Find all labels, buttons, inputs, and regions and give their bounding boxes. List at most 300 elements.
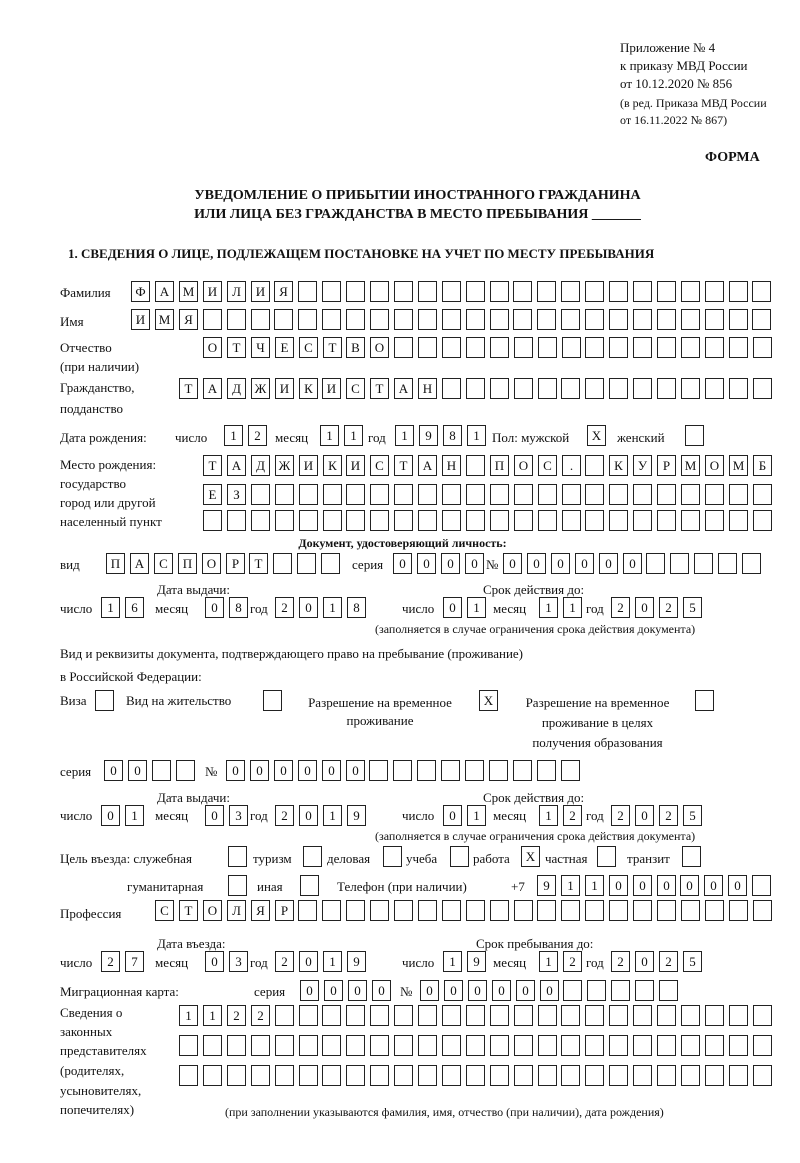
citizenship-cell[interactable]: [442, 378, 461, 399]
birth-place-1-cell[interactable]: М: [729, 455, 748, 476]
id-valid-year-cell[interactable]: 0: [635, 597, 654, 618]
surname-cell[interactable]: [705, 281, 724, 302]
mig-series-cell[interactable]: 0: [372, 980, 391, 1001]
profession-cell[interactable]: [442, 900, 461, 921]
birth-place-1-cell[interactable]: .: [562, 455, 581, 476]
id-issue-day-cell[interactable]: 1: [101, 597, 120, 618]
reps-3-cell[interactable]: [609, 1065, 628, 1086]
name-cell[interactable]: [705, 309, 724, 330]
birth-place-3-cell[interactable]: [753, 510, 772, 531]
mig-series-cell[interactable]: 0: [324, 980, 343, 1001]
purpose-private-checkbox[interactable]: [597, 846, 616, 867]
birth-place-3-cell[interactable]: [729, 510, 748, 531]
patronymic-cell[interactable]: [681, 337, 700, 358]
name-cell[interactable]: [729, 309, 748, 330]
birth-place-1-cell[interactable]: Т: [203, 455, 222, 476]
profession-cell[interactable]: [657, 900, 676, 921]
name-cell[interactable]: [490, 309, 509, 330]
birth-place-3-cell[interactable]: [203, 510, 222, 531]
birth-place-3-cell[interactable]: [299, 510, 318, 531]
id-valid-month-cell[interactable]: 1: [539, 597, 558, 618]
reps-2-cell[interactable]: [275, 1035, 294, 1056]
reps-2-cell[interactable]: [561, 1035, 580, 1056]
name-cell[interactable]: [442, 309, 461, 330]
purpose-business-checkbox[interactable]: [383, 846, 402, 867]
reps-2-cell[interactable]: [538, 1035, 557, 1056]
birth-year-cell[interactable]: 1: [467, 425, 486, 446]
reps-1-cell[interactable]: [633, 1005, 652, 1026]
sex-male-checkbox[interactable]: X: [587, 425, 606, 446]
profession-cell[interactable]: [729, 900, 748, 921]
birth-place-3-cell[interactable]: [609, 510, 628, 531]
reps-3-cell[interactable]: [418, 1065, 437, 1086]
reps-3-cell[interactable]: [585, 1065, 604, 1086]
id-valid-year-cell[interactable]: 5: [683, 597, 702, 618]
reps-2-cell[interactable]: [729, 1035, 748, 1056]
name-cell[interactable]: [394, 309, 413, 330]
reps-3-cell[interactable]: [394, 1065, 413, 1086]
birth-place-1-cell[interactable]: И: [346, 455, 365, 476]
reps-1-cell[interactable]: 1: [203, 1005, 222, 1026]
citizenship-cell[interactable]: [561, 378, 580, 399]
birth-place-3-cell[interactable]: [346, 510, 365, 531]
citizenship-cell[interactable]: [681, 378, 700, 399]
stay-day-cell[interactable]: 9: [467, 951, 486, 972]
id-valid-day-cell[interactable]: 0: [443, 597, 462, 618]
birth-place-3-cell[interactable]: [251, 510, 270, 531]
reps-1-cell[interactable]: [442, 1005, 461, 1026]
mig-number-cell[interactable]: 0: [444, 980, 463, 1001]
birth-day-cell[interactable]: 2: [248, 425, 267, 446]
birth-place-1-cell[interactable]: Т: [394, 455, 413, 476]
birth-place-3-cell[interactable]: [538, 510, 557, 531]
birth-place-2-cell[interactable]: [538, 484, 557, 505]
birth-day-cell[interactable]: 1: [224, 425, 243, 446]
birth-place-1-cell[interactable]: Д: [251, 455, 270, 476]
reps-1-cell[interactable]: 1: [179, 1005, 198, 1026]
profession-cell[interactable]: [394, 900, 413, 921]
reps-2-cell[interactable]: [346, 1035, 365, 1056]
right-number-cell[interactable]: [393, 760, 412, 781]
birth-place-2-cell[interactable]: [299, 484, 318, 505]
patronymic-cell[interactable]: [657, 337, 676, 358]
birth-place-3-cell[interactable]: [442, 510, 461, 531]
profession-cell[interactable]: [561, 900, 580, 921]
citizenship-cell[interactable]: Д: [227, 378, 246, 399]
phone-cell[interactable]: 0: [609, 875, 628, 896]
reps-2-cell[interactable]: [585, 1035, 604, 1056]
entry-year-cell[interactable]: 9: [347, 951, 366, 972]
reps-3-cell[interactable]: [251, 1065, 270, 1086]
patronymic-cell[interactable]: С: [299, 337, 318, 358]
birth-place-3-cell[interactable]: [466, 510, 485, 531]
right-issue-year-cell[interactable]: 0: [299, 805, 318, 826]
patronymic-cell[interactable]: Т: [323, 337, 342, 358]
citizenship-cell[interactable]: Т: [179, 378, 198, 399]
name-cell[interactable]: [251, 309, 270, 330]
surname-cell[interactable]: [585, 281, 604, 302]
citizenship-cell[interactable]: [466, 378, 485, 399]
birth-place-1-cell[interactable]: А: [227, 455, 246, 476]
reps-1-cell[interactable]: [729, 1005, 748, 1026]
patronymic-cell[interactable]: [442, 337, 461, 358]
name-cell[interactable]: [561, 309, 580, 330]
citizenship-cell[interactable]: Н: [418, 378, 437, 399]
id-kind-cell[interactable]: П: [106, 553, 125, 574]
birth-place-2-cell[interactable]: [442, 484, 461, 505]
name-cell[interactable]: [298, 309, 317, 330]
mig-number-cell[interactable]: [611, 980, 630, 1001]
birth-place-2-cell[interactable]: [466, 484, 485, 505]
citizenship-cell[interactable]: Ж: [251, 378, 270, 399]
surname-cell[interactable]: А: [155, 281, 174, 302]
profession-cell[interactable]: [514, 900, 533, 921]
patronymic-cell[interactable]: [633, 337, 652, 358]
phone-cell[interactable]: 0: [657, 875, 676, 896]
birth-place-2-cell[interactable]: [323, 484, 342, 505]
citizenship-cell[interactable]: А: [203, 378, 222, 399]
reps-2-cell[interactable]: [657, 1035, 676, 1056]
reps-2-cell[interactable]: [370, 1035, 389, 1056]
reps-2-cell[interactable]: [322, 1035, 341, 1056]
name-cell[interactable]: [322, 309, 341, 330]
citizenship-cell[interactable]: [633, 378, 652, 399]
right-series-cell[interactable]: 0: [104, 760, 123, 781]
right-valid-year-cell[interactable]: 2: [611, 805, 630, 826]
purpose-study-checkbox[interactable]: [450, 846, 469, 867]
reps-2-cell[interactable]: [466, 1035, 485, 1056]
profession-cell[interactable]: [633, 900, 652, 921]
patronymic-cell[interactable]: [514, 337, 533, 358]
id-number-cell[interactable]: 0: [575, 553, 594, 574]
visa-checkbox[interactable]: [95, 690, 114, 711]
surname-cell[interactable]: [490, 281, 509, 302]
id-series-cell[interactable]: 0: [441, 553, 460, 574]
id-issue-year-cell[interactable]: 2: [275, 597, 294, 618]
phone-cell[interactable]: [752, 875, 771, 896]
birth-month-cell[interactable]: 1: [320, 425, 339, 446]
citizenship-cell[interactable]: [609, 378, 628, 399]
name-cell[interactable]: [657, 309, 676, 330]
right-number-cell[interactable]: [465, 760, 484, 781]
reps-1-cell[interactable]: [322, 1005, 341, 1026]
patronymic-cell[interactable]: [490, 337, 509, 358]
surname-cell[interactable]: [657, 281, 676, 302]
phone-cell[interactable]: 0: [680, 875, 699, 896]
birth-place-3-cell[interactable]: [562, 510, 581, 531]
name-cell[interactable]: М: [155, 309, 174, 330]
citizenship-cell[interactable]: [729, 378, 748, 399]
reps-2-cell[interactable]: [609, 1035, 628, 1056]
mig-number-cell[interactable]: [635, 980, 654, 1001]
birth-place-2-cell[interactable]: [275, 484, 294, 505]
profession-cell[interactable]: [537, 900, 556, 921]
right-series-cell[interactable]: [152, 760, 171, 781]
surname-cell[interactable]: М: [179, 281, 198, 302]
mig-number-cell[interactable]: 0: [540, 980, 559, 1001]
patronymic-cell[interactable]: [466, 337, 485, 358]
surname-cell[interactable]: Л: [227, 281, 246, 302]
birth-place-1-cell[interactable]: Р: [657, 455, 676, 476]
reps-3-cell[interactable]: [633, 1065, 652, 1086]
phone-cell[interactable]: 9: [537, 875, 556, 896]
id-valid-day-cell[interactable]: 1: [467, 597, 486, 618]
stay-year-cell[interactable]: 2: [659, 951, 678, 972]
right-valid-year-cell[interactable]: 5: [683, 805, 702, 826]
right-number-cell[interactable]: [369, 760, 388, 781]
birth-place-2-cell[interactable]: [681, 484, 700, 505]
id-issue-year-cell[interactable]: 0: [299, 597, 318, 618]
right-number-cell[interactable]: 0: [250, 760, 269, 781]
entry-month-cell[interactable]: 0: [205, 951, 224, 972]
reps-1-cell[interactable]: [753, 1005, 772, 1026]
reps-2-cell[interactable]: [705, 1035, 724, 1056]
citizenship-cell[interactable]: [705, 378, 724, 399]
surname-cell[interactable]: И: [203, 281, 222, 302]
reps-1-cell[interactable]: [490, 1005, 509, 1026]
reps-2-cell[interactable]: [681, 1035, 700, 1056]
birth-place-1-cell[interactable]: С: [538, 455, 557, 476]
surname-cell[interactable]: [681, 281, 700, 302]
patronymic-cell[interactable]: Ч: [251, 337, 270, 358]
name-cell[interactable]: [418, 309, 437, 330]
patronymic-cell[interactable]: [394, 337, 413, 358]
id-kind-cell[interactable]: Р: [226, 553, 245, 574]
reps-1-cell[interactable]: [657, 1005, 676, 1026]
reps-3-cell[interactable]: [561, 1065, 580, 1086]
right-number-cell[interactable]: [417, 760, 436, 781]
right-series-cell[interactable]: 0: [128, 760, 147, 781]
birth-place-3-cell[interactable]: [657, 510, 676, 531]
surname-cell[interactable]: [513, 281, 532, 302]
id-valid-month-cell[interactable]: 1: [563, 597, 582, 618]
reps-1-cell[interactable]: [514, 1005, 533, 1026]
reps-1-cell[interactable]: [561, 1005, 580, 1026]
right-number-cell[interactable]: 0: [226, 760, 245, 781]
birth-place-1-cell[interactable]: [585, 455, 604, 476]
birth-place-1-cell[interactable]: П: [490, 455, 509, 476]
profession-cell[interactable]: [753, 900, 772, 921]
id-issue-year-cell[interactable]: 1: [323, 597, 342, 618]
birth-place-2-cell[interactable]: [514, 484, 533, 505]
name-cell[interactable]: [681, 309, 700, 330]
name-cell[interactable]: [227, 309, 246, 330]
id-kind-cell[interactable]: А: [130, 553, 149, 574]
birth-place-2-cell[interactable]: [705, 484, 724, 505]
right-issue-year-cell[interactable]: 1: [323, 805, 342, 826]
id-kind-cell[interactable]: [297, 553, 316, 574]
birth-place-2-cell[interactable]: [585, 484, 604, 505]
reps-3-cell[interactable]: [227, 1065, 246, 1086]
birth-place-1-cell[interactable]: О: [514, 455, 533, 476]
patronymic-cell[interactable]: [585, 337, 604, 358]
id-kind-cell[interactable]: С: [154, 553, 173, 574]
birth-place-3-cell[interactable]: [681, 510, 700, 531]
birth-place-3-cell[interactable]: [490, 510, 509, 531]
stay-year-cell[interactable]: 2: [611, 951, 630, 972]
patronymic-cell[interactable]: [705, 337, 724, 358]
right-issue-month-cell[interactable]: 3: [229, 805, 248, 826]
id-issue-day-cell[interactable]: 6: [125, 597, 144, 618]
birth-place-1-cell[interactable]: У: [633, 455, 652, 476]
reps-1-cell[interactable]: [705, 1005, 724, 1026]
profession-cell[interactable]: [370, 900, 389, 921]
patronymic-cell[interactable]: В: [346, 337, 365, 358]
surname-cell[interactable]: [442, 281, 461, 302]
name-cell[interactable]: [346, 309, 365, 330]
birth-year-cell[interactable]: 1: [395, 425, 414, 446]
citizenship-cell[interactable]: [514, 378, 533, 399]
phone-cell[interactable]: 1: [561, 875, 580, 896]
profession-cell[interactable]: [418, 900, 437, 921]
profession-cell[interactable]: [322, 900, 341, 921]
birth-place-2-cell[interactable]: [394, 484, 413, 505]
reps-2-cell[interactable]: [203, 1035, 222, 1056]
citizenship-cell[interactable]: А: [394, 378, 413, 399]
reps-3-cell[interactable]: [538, 1065, 557, 1086]
reps-2-cell[interactable]: [490, 1035, 509, 1056]
birth-place-3-cell[interactable]: [585, 510, 604, 531]
right-number-cell[interactable]: 0: [274, 760, 293, 781]
temp-residence-edu-checkbox[interactable]: [695, 690, 714, 711]
temp-residence-checkbox[interactable]: X: [479, 690, 498, 711]
right-issue-year-cell[interactable]: 2: [275, 805, 294, 826]
residence-permit-checkbox[interactable]: [263, 690, 282, 711]
birth-place-3-cell[interactable]: [705, 510, 724, 531]
entry-year-cell[interactable]: 2: [275, 951, 294, 972]
mig-number-cell[interactable]: 0: [492, 980, 511, 1001]
birth-place-1-cell[interactable]: С: [370, 455, 389, 476]
birth-place-2-cell[interactable]: [633, 484, 652, 505]
phone-cell[interactable]: 1: [585, 875, 604, 896]
reps-1-cell[interactable]: [681, 1005, 700, 1026]
profession-cell[interactable]: С: [155, 900, 174, 921]
right-number-cell[interactable]: 0: [298, 760, 317, 781]
birth-place-1-cell[interactable]: О: [705, 455, 724, 476]
stay-year-cell[interactable]: 5: [683, 951, 702, 972]
birth-place-3-cell[interactable]: [514, 510, 533, 531]
right-number-cell[interactable]: [561, 760, 580, 781]
right-number-cell[interactable]: [513, 760, 532, 781]
surname-cell[interactable]: [346, 281, 365, 302]
name-cell[interactable]: И: [131, 309, 150, 330]
birth-place-1-cell[interactable]: И: [299, 455, 318, 476]
reps-3-cell[interactable]: [753, 1065, 772, 1086]
mig-series-cell[interactable]: 0: [300, 980, 319, 1001]
purpose-transit-checkbox[interactable]: [682, 846, 701, 867]
entry-day-cell[interactable]: 7: [125, 951, 144, 972]
birth-place-2-cell[interactable]: [370, 484, 389, 505]
citizenship-cell[interactable]: [657, 378, 676, 399]
name-cell[interactable]: Я: [179, 309, 198, 330]
reps-3-cell[interactable]: [657, 1065, 676, 1086]
patronymic-cell[interactable]: [538, 337, 557, 358]
phone-cell[interactable]: 0: [633, 875, 652, 896]
birth-place-3-cell[interactable]: [275, 510, 294, 531]
phone-cell[interactable]: 0: [728, 875, 747, 896]
reps-3-cell[interactable]: [370, 1065, 389, 1086]
purpose-work-checkbox[interactable]: X: [521, 846, 540, 867]
id-number-cell[interactable]: 0: [527, 553, 546, 574]
birth-place-2-cell[interactable]: [251, 484, 270, 505]
citizenship-cell[interactable]: С: [346, 378, 365, 399]
profession-cell[interactable]: [585, 900, 604, 921]
surname-cell[interactable]: [752, 281, 771, 302]
reps-2-cell[interactable]: [251, 1035, 270, 1056]
profession-cell[interactable]: О: [203, 900, 222, 921]
birth-place-1-cell[interactable]: М: [681, 455, 700, 476]
stay-year-cell[interactable]: 0: [635, 951, 654, 972]
stay-day-cell[interactable]: 1: [443, 951, 462, 972]
reps-2-cell[interactable]: [633, 1035, 652, 1056]
birth-place-2-cell[interactable]: [657, 484, 676, 505]
id-number-cell[interactable]: 0: [551, 553, 570, 574]
reps-2-cell[interactable]: [179, 1035, 198, 1056]
citizenship-cell[interactable]: [538, 378, 557, 399]
id-number-cell[interactable]: [742, 553, 761, 574]
right-number-cell[interactable]: [537, 760, 556, 781]
citizenship-cell[interactable]: Т: [370, 378, 389, 399]
profession-cell[interactable]: [681, 900, 700, 921]
reps-1-cell[interactable]: [370, 1005, 389, 1026]
id-series-cell[interactable]: 0: [417, 553, 436, 574]
citizenship-cell[interactable]: И: [275, 378, 294, 399]
reps-2-cell[interactable]: [514, 1035, 533, 1056]
mig-number-cell[interactable]: [659, 980, 678, 1001]
surname-cell[interactable]: [537, 281, 556, 302]
surname-cell[interactable]: [633, 281, 652, 302]
name-cell[interactable]: [370, 309, 389, 330]
surname-cell[interactable]: [370, 281, 389, 302]
birth-place-2-cell[interactable]: Е: [203, 484, 222, 505]
reps-3-cell[interactable]: [681, 1065, 700, 1086]
patronymic-cell[interactable]: Т: [227, 337, 246, 358]
name-cell[interactable]: [274, 309, 293, 330]
entry-day-cell[interactable]: 2: [101, 951, 120, 972]
id-number-cell[interactable]: [718, 553, 737, 574]
reps-1-cell[interactable]: [394, 1005, 413, 1026]
entry-year-cell[interactable]: 1: [323, 951, 342, 972]
id-series-cell[interactable]: 0: [465, 553, 484, 574]
entry-year-cell[interactable]: 0: [299, 951, 318, 972]
right-valid-year-cell[interactable]: 2: [659, 805, 678, 826]
name-cell[interactable]: [513, 309, 532, 330]
purpose-other-checkbox[interactable]: [300, 875, 319, 896]
name-cell[interactable]: [466, 309, 485, 330]
surname-cell[interactable]: Ф: [131, 281, 150, 302]
birth-place-1-cell[interactable]: Н: [442, 455, 461, 476]
profession-cell[interactable]: Л: [227, 900, 246, 921]
profession-cell[interactable]: [346, 900, 365, 921]
surname-cell[interactable]: [298, 281, 317, 302]
right-valid-month-cell[interactable]: 2: [563, 805, 582, 826]
id-kind-cell[interactable]: [321, 553, 340, 574]
patronymic-cell[interactable]: [729, 337, 748, 358]
patronymic-cell[interactable]: О: [370, 337, 389, 358]
citizenship-cell[interactable]: [753, 378, 772, 399]
patronymic-cell[interactable]: [562, 337, 581, 358]
profession-cell[interactable]: Я: [251, 900, 270, 921]
patronymic-cell[interactable]: О: [203, 337, 222, 358]
reps-3-cell[interactable]: [322, 1065, 341, 1086]
birth-place-3-cell[interactable]: [633, 510, 652, 531]
right-valid-day-cell[interactable]: 1: [467, 805, 486, 826]
birth-place-3-cell[interactable]: [370, 510, 389, 531]
birth-year-cell[interactable]: 8: [443, 425, 462, 446]
birth-place-2-cell[interactable]: [609, 484, 628, 505]
reps-2-cell[interactable]: [227, 1035, 246, 1056]
right-valid-day-cell[interactable]: 0: [443, 805, 462, 826]
